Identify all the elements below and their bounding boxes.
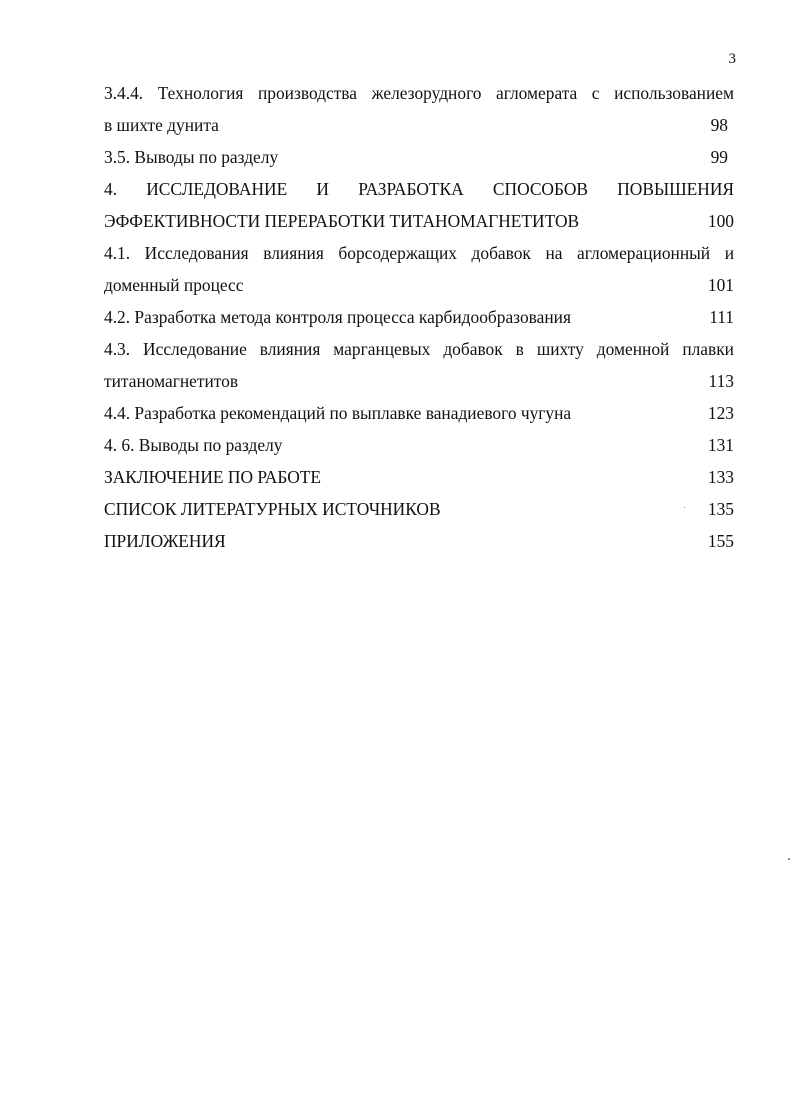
toc-entry-appendices-page: 155 bbox=[707, 531, 734, 551]
toc-entry-4 bbox=[104, 205, 734, 237]
toc-entry-4-6 bbox=[104, 429, 734, 461]
toc-entry-3-4-4-page: 98 bbox=[710, 115, 728, 135]
toc-entry-4-title-line2: ЭФФЕКТИВНОСТИ ПЕРЕРАБОТКИ ТИТАНОМАГНЕТИТОВ bbox=[104, 211, 580, 231]
table-of-contents bbox=[104, 77, 734, 557]
toc-entry-conclusion-page: 133 bbox=[707, 467, 734, 487]
toc-entry-4-4 bbox=[104, 397, 734, 429]
toc-entry-4-3-title-line1: 4.3. Исследование влияния марганцевых добавок в шихту доменной плавки bbox=[104, 339, 734, 359]
toc-entry-4-2 bbox=[104, 301, 734, 333]
toc-entry-4-1 bbox=[104, 269, 734, 301]
toc-entry-3-5-title: 3.5. Выводы по разделу bbox=[104, 147, 279, 167]
page-number: 3 bbox=[728, 51, 736, 67]
toc-entry-appendices bbox=[104, 525, 734, 557]
toc-entry-4-3-page: 113 bbox=[708, 371, 734, 391]
toc-entry-4-title-line1: 4. ИССЛЕДОВАНИЕ И РАЗРАБОТКА СПОСОБОВ ПОВЫШЕНИЯ bbox=[104, 179, 734, 199]
toc-entry-references bbox=[104, 493, 734, 525]
toc-entry-appendices-title: ПРИЛОЖЕНИЯ bbox=[104, 531, 226, 551]
scan-speck bbox=[684, 507, 685, 508]
toc-entry-3-5-page: 99 bbox=[710, 147, 728, 167]
toc-entry-references-page: 135 bbox=[707, 499, 734, 519]
toc-entry-3-4-4-title-line1: 3.4.4. Технология производства железорудного агломерата с использованием bbox=[104, 83, 734, 103]
toc-entry-4-4-page: 123 bbox=[707, 403, 734, 423]
toc-entry-4-1-title-line1: 4.1. Исследования влияния борсодержащих добавок на агломерационный и bbox=[104, 243, 734, 263]
toc-entry-references-title: СПИСОК ЛИТЕРАТУРНЫХ ИСТОЧНИКОВ bbox=[104, 499, 441, 519]
toc-entry-4-2-page: 111 bbox=[709, 307, 734, 327]
toc-entry-4-4-title: 4.4. Разработка рекомендаций по выплавке ванадиевого чугуна bbox=[104, 403, 572, 423]
toc-entry-3-4-4 bbox=[104, 109, 734, 141]
toc-entry-conclusion bbox=[104, 461, 734, 493]
toc-entry-4-1-page: 101 bbox=[707, 275, 734, 295]
toc-entry-4-1-title-line2: доменный процесс bbox=[104, 275, 244, 295]
toc-entry-3-4-4-title-line2: в шихте дунита bbox=[104, 115, 219, 135]
toc-entry-3-5 bbox=[104, 141, 734, 173]
toc-entry-4-3 bbox=[104, 365, 734, 397]
toc-entry-conclusion-title: ЗАКЛЮЧЕНИЕ ПО РАБОТЕ bbox=[104, 467, 322, 487]
toc-entry-4-3-title-line2: титаномагнетитов bbox=[104, 371, 239, 391]
toc-entry-4-6-page: 131 bbox=[707, 435, 734, 455]
scan-speck bbox=[788, 858, 790, 860]
toc-entry-4-6-title: 4. 6. Выводы по разделу bbox=[104, 435, 283, 455]
toc-entry-4-page: 100 bbox=[707, 211, 734, 231]
toc-entry-4-2-title: 4.2. Разработка метода контроля процесса карбидообразования bbox=[104, 307, 571, 327]
